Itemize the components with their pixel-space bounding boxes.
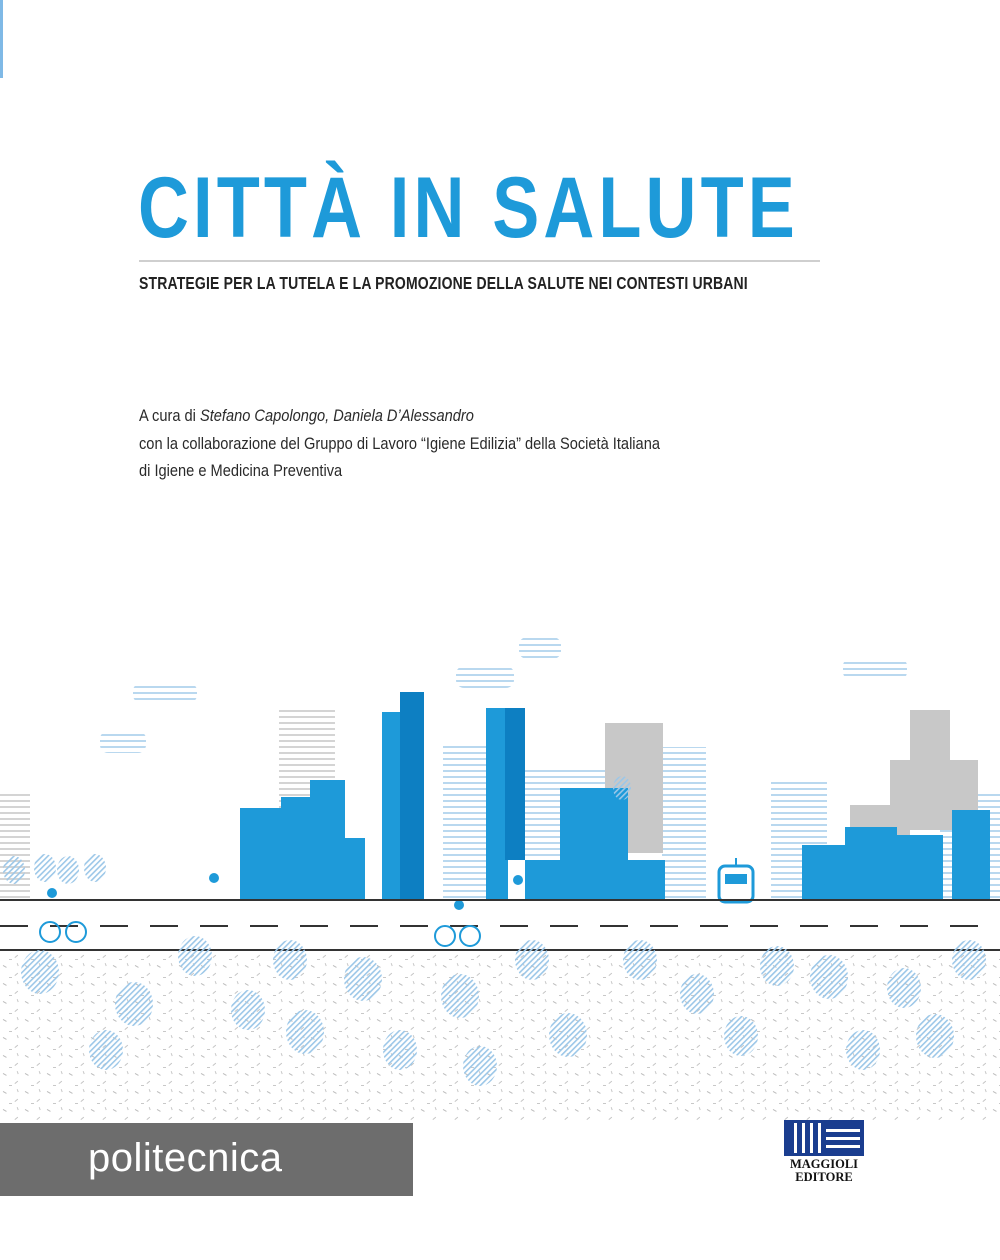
tree [286,1010,324,1054]
blue-building [802,845,850,900]
publisher-name [782,1158,866,1184]
tree [89,1030,123,1070]
runner-icon [513,875,523,885]
city-illustration [0,620,1000,1120]
tree [178,936,212,976]
edge-line [0,0,3,78]
tree [724,1016,758,1056]
tree [549,1013,587,1057]
tree [810,955,848,999]
road [0,900,1000,950]
blue-building [345,838,365,900]
credits-line-1 [139,402,660,430]
tree [344,957,382,1001]
tree [613,776,631,800]
tree [115,982,153,1026]
series-label: politecnica [88,1136,283,1180]
blue-building [952,810,990,900]
cloud [133,683,197,703]
blue-building [895,835,943,900]
walker-icon [815,877,825,887]
blue-building [486,708,508,900]
publisher-logo-icon [784,1120,864,1156]
publisher-line-1: MAGGIOLI [789,1157,859,1171]
building [662,747,706,900]
runner-icon [209,873,219,883]
tree [916,1014,954,1058]
cloud [519,637,561,659]
publisher [782,1120,866,1200]
tree [441,974,479,1018]
tram-icon [719,858,753,902]
cloud [843,658,907,680]
tree [623,940,657,980]
blue-building [505,708,525,860]
book-subtitle: STRATEGIE PER LA TUTELA E LA PROMOZIONE DELLA SALUTE NEI CONTESTI URBANI [139,273,748,293]
tree [515,940,549,980]
people [47,873,825,910]
cloud [456,666,514,688]
blue-building [400,692,424,900]
cloud [100,731,146,753]
series-bar [0,1123,413,1196]
tree [84,854,106,882]
blue-building [560,788,628,900]
credits-line-2: con la collaborazione del Gruppo di Lavoro “Igiene Edilizia” della Società Italiana [139,433,660,453]
building [443,746,488,900]
tree [760,946,794,986]
tree [231,990,265,1030]
tree [846,1030,880,1070]
tree [383,1030,417,1070]
tree [273,940,307,980]
title-rule [139,260,820,262]
tree [34,854,56,882]
credits-editors: Stefano Capolongo, Daniela D’Alessandro [199,406,474,425]
cyclist-icon [454,900,464,910]
tree [57,856,79,884]
cyclist-icon [47,888,57,898]
credits [139,402,660,485]
tree [21,950,59,994]
tree [3,856,25,884]
book-title: CITTÀ IN SALUTE [138,160,799,256]
tree [463,1046,497,1086]
publisher-line-2: EDITORE [795,1170,853,1184]
credits-line-3: di Igiene e Medicina Preventiva [139,461,343,480]
tree [680,974,714,1014]
credits-prefix: A cura di [139,406,200,425]
blue-building [845,827,897,900]
tree [887,968,921,1008]
blue-building [310,780,345,900]
park-ground [0,951,1000,1120]
tree [952,940,986,980]
